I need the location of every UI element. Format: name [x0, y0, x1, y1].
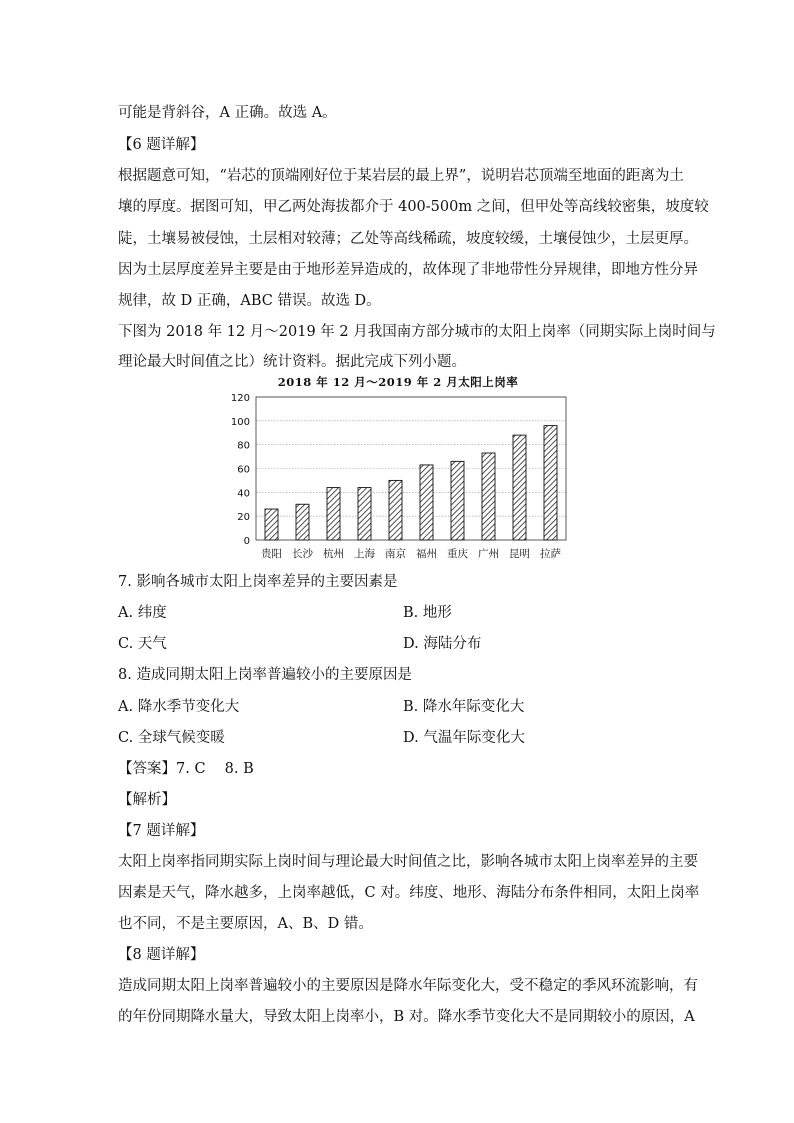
q8-detail-line-1: 造成同期太阳上岗率普遍较小的主要原因是降水年际变化大，受不稳定的季风环流影响，有	[118, 978, 698, 994]
q7-option-b: B. 地形	[403, 605, 452, 621]
y-tick-label: 60	[237, 464, 250, 476]
x-tick-label: 上海	[354, 548, 375, 560]
q7-detail-line-3: 也不同，不是主要原因，A、B、D 错。	[118, 916, 373, 932]
q7-option-d: D. 海陆分布	[403, 636, 482, 652]
q7-option-c: C. 天气	[118, 636, 167, 652]
bar-南京	[389, 480, 402, 540]
bar-chart-svg	[218, 370, 578, 570]
bar-拉萨	[544, 426, 557, 540]
answer-line: 【答案】7. C 8. B	[118, 761, 254, 777]
x-tick-label: 贵阳	[261, 548, 282, 560]
x-tick-label: 广州	[478, 548, 499, 560]
question-7-stem: 7. 影响各城市太阳上岗率差异的主要因素是	[118, 574, 398, 590]
x-tick-label: 昆明	[509, 548, 530, 560]
y-tick-label: 100	[230, 416, 250, 428]
bar-福州	[420, 465, 433, 540]
question-8-stem: 8. 造成同期太阳上岗率普遍较小的主要原因是	[118, 667, 412, 683]
section-heading-q7: 【7 题详解】	[118, 823, 205, 839]
q7-detail-line-2: 因素是天气，降水越多，上岗率越低，C 对。纬度、地形、海陆分布条件相同，太阳上岗率	[118, 885, 700, 901]
y-tick-label: 80	[237, 440, 250, 452]
q8-option-d: D. 气温年际变化大	[403, 730, 525, 746]
x-tick-label: 重庆	[447, 548, 468, 560]
analysis-heading: 【解析】	[118, 792, 176, 808]
q7-option-a: A. 纬度	[118, 605, 167, 621]
bar-上海	[358, 488, 371, 540]
text-line-5: 陡，土壤易被侵蚀，土层相对较薄；乙处等高线稀疏，坡度较缓，土壤侵蚀少，土层更厚。	[118, 231, 698, 247]
sunshine-rate-chart	[218, 370, 578, 570]
bar-杭州	[327, 488, 340, 540]
bar-广州	[482, 453, 495, 540]
q8-option-b: B. 降水年际变化大	[403, 699, 525, 715]
text-line-1: 可能是背斜谷，A 正确。故选 A。	[118, 105, 337, 121]
x-tick-label: 南京	[385, 548, 406, 560]
x-tick-label: 拉萨	[540, 548, 561, 560]
text-line-3: 根据题意可知，“岩芯的顶端刚好位于某岩层的最上界”，说明岩芯顶端至地面的距离为土	[118, 168, 684, 184]
bar-长沙	[296, 504, 309, 540]
text-line-9: 理论最大时间值之比）统计资料。据此完成下列小题。	[118, 354, 466, 370]
q8-option-a: A. 降水季节变化大	[118, 699, 240, 715]
bar-昆明	[513, 435, 526, 540]
x-tick-label: 福州	[416, 548, 437, 560]
bar-重庆	[451, 461, 464, 540]
y-tick-label: 20	[237, 512, 250, 524]
text-line-8: 下图为 2018 年 12 月～2019 年 2 月我国南方部分城市的太阳上岗率（同期实际上岗时间与	[118, 324, 716, 340]
text-line-4: 壤的厚度。据图可知，甲乙两处海拔都介于 400-500m 之间，但甲处等高线较密集，坡度较	[118, 199, 709, 215]
y-tick-label: 0	[243, 536, 250, 547]
q7-detail-line-1: 太阳上岗率指同期实际上岗时间与理论最大时间值之比，影响各城市太阳上岗率差异的主要	[118, 854, 698, 870]
section-heading-q8: 【8 题详解】	[118, 947, 205, 963]
section-heading-q6: 【6 题详解】	[118, 137, 205, 153]
y-tick-label: 120	[230, 393, 250, 404]
y-tick-label: 40	[237, 488, 250, 500]
text-line-6: 因为土层厚度差异主要是由于地形差异造成的，故体现了非地带性分异规律，即地方性分异	[118, 262, 698, 278]
bar-贵阳	[265, 509, 278, 540]
q8-detail-line-2: 的年份同期降水量大，导致太阳上岗率小，B 对。降水季节变化大不是同期较小的原因，A	[118, 1009, 695, 1025]
text-line-7: 规律，故 D 正确，ABC 错误。故选 D。	[118, 293, 381, 309]
chart-title: 2018 年 12 月～2019 年 2 月太阳上岗率	[277, 375, 519, 389]
x-tick-label: 长沙	[292, 548, 313, 560]
q8-option-c: C. 全球气候变暖	[118, 730, 225, 746]
x-tick-label: 杭州	[323, 548, 344, 560]
